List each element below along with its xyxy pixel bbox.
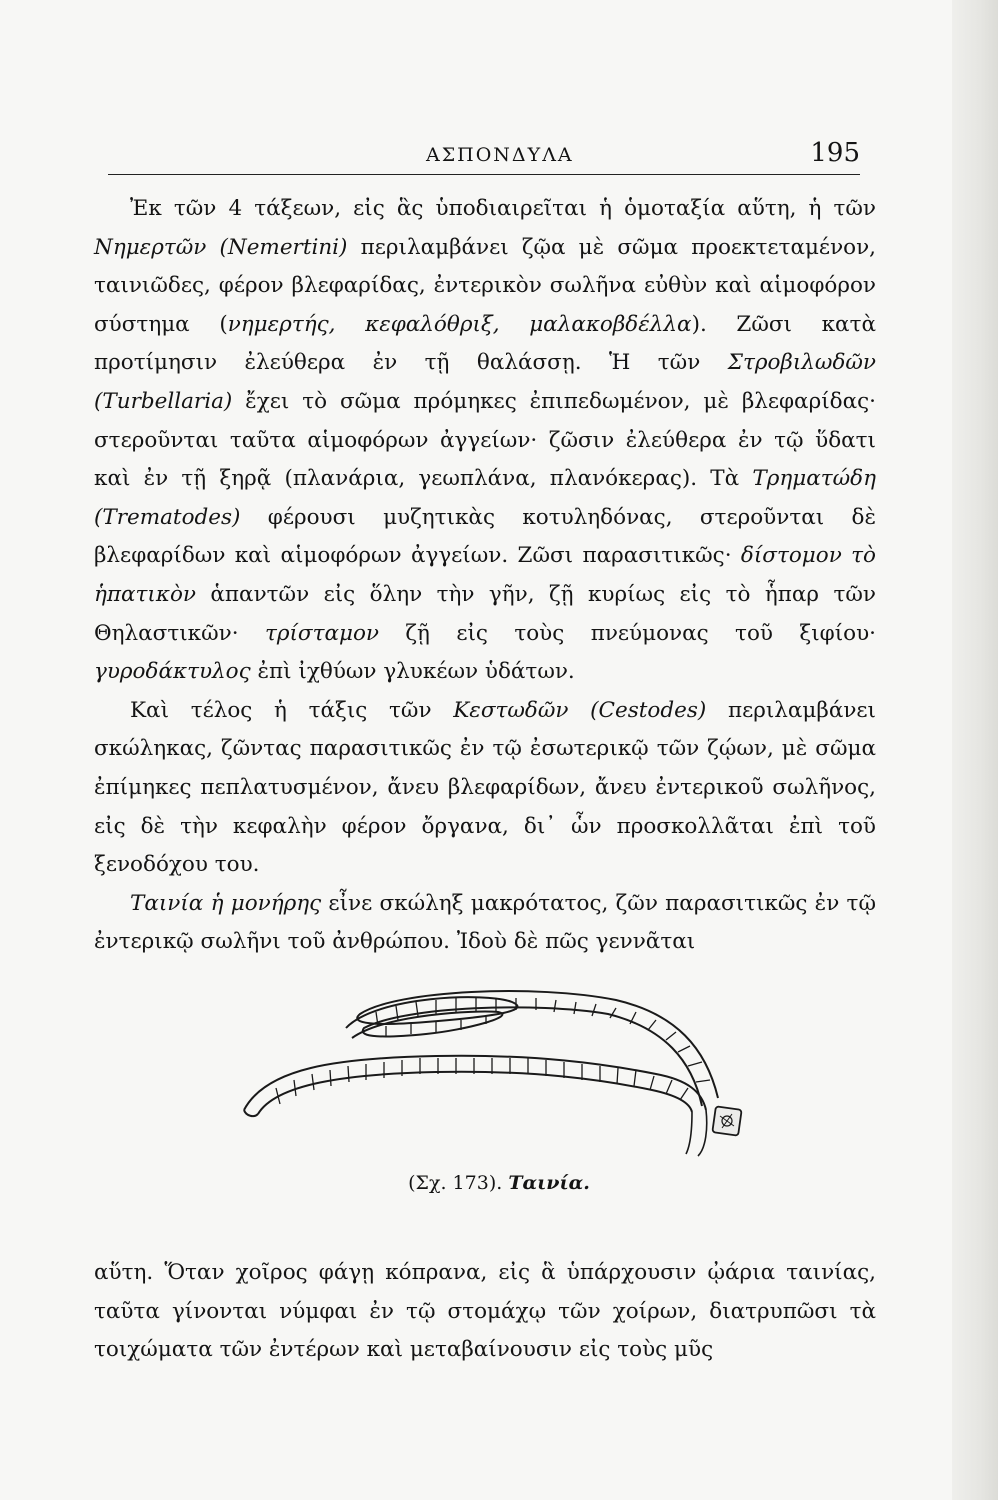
text-run: περιλαμβάνει ζῷα μὲ σῶμα προεκτεταμένον, ταινιῶδες, φέρον βλεφαρίδας, ἐντερικὸν σωλῆνα εὐθὺν καὶ αἱμοφόρον σύστημα (: [94, 234, 876, 337]
continuation-text: [94, 1254, 876, 1370]
italic-term: Τρηματώδη (Trematodes): [94, 466, 876, 530]
running-title: ΑΣΠΟΝΔΥΛΑ: [426, 144, 574, 166]
text-run: φέρουσι μυζητικὰς κοτυληδόνας, στεροῦνται δὲ βλεφαρίδων καὶ αἱμοφόρων ἀγγείων. Ζῶσι παρασιτικῶς·: [94, 504, 876, 569]
tapeworm-tail: [244, 1110, 258, 1116]
caption-number: (Σχ. 173).: [408, 1172, 503, 1194]
paragraph-cestodes: [94, 692, 876, 885]
main-text: [94, 190, 876, 962]
text-run: ζῇ εἰς τοὺς πνεύμονας τοῦ ξιφίου·: [378, 620, 876, 646]
caption-title: Ταινία.: [508, 1172, 590, 1194]
tapeworm-illustration: [236, 988, 756, 1168]
italic-term: δίστομον τὸ ἡπατικὸν: [94, 543, 876, 607]
italic-term: Στροβιλωδῶν (Turbellaria): [94, 350, 876, 414]
running-head: [108, 140, 860, 176]
text-run: ). Ζῶσι κατὰ προτίμησιν ἐλεύθερα ἐν τῇ θαλάσσῃ. Ἡ τῶν: [94, 311, 876, 376]
italic-term: Νημερτῶν (Nemertini): [94, 234, 348, 260]
italic-term: Κεστωδῶν (Cestodes): [453, 697, 707, 723]
figure-caption: [0, 1172, 998, 1194]
italic-term: νημερτής, κεφαλόθριξ, μαλακοβδέλλα: [227, 311, 692, 337]
paragraph-nemertini: [94, 190, 876, 692]
text-run: ἔχει τὸ σῶμα πρόμηκες ἐπιπεδωμένον, μὲ βλεφαρίδας· στεροῦνται ταῦτα αἱμοφόρων ἀγγείων· ζῶσιν ἐλεύθερα ἐν τῷ ὕδατι καὶ ἐν τῇ ξηρᾷ (πλανάρια, γεωπλάνα, πλανόκερας). Τὰ: [94, 388, 876, 492]
tapeworm-end: [686, 1110, 707, 1156]
italic-term: τρίσταμον: [264, 620, 379, 646]
page-number: 195: [810, 138, 860, 168]
text-run: ἐπὶ ἰχθύων γλυκέων ὑδάτων.: [250, 659, 575, 685]
italic-term: Ταινία ἡ μονήρης: [130, 890, 322, 916]
italic-term: γυροδάκτυλος: [94, 659, 251, 685]
header-rule: [108, 174, 860, 175]
tapeworm-figure: [236, 988, 756, 1168]
text-run: ἁπαντῶν εἰς ὅλην τὴν γῆν, ζῇ κυρίως εἰς τὸ ἧπαρ τῶν Θηλαστικῶν·: [94, 581, 876, 646]
text-run: Καὶ τέλος ἡ τάξις τῶν: [130, 697, 454, 723]
paragraph-taenia: [94, 885, 876, 962]
text-run: εἶνε σκώληξ μακρότατος, ζῶν παρασιτικῶς ἐν τῷ ἐντερικῷ σωλῆνι τοῦ ἀνθρώπου. Ἰδοὺ δὲ πῶς γεννᾶται: [94, 890, 876, 955]
continuation-paragraph: αὕτη. Ὅταν χοῖρος φάγῃ κόπρανα, εἰς ἃ ὑπάρχουσιν ᾠάρια ταινίας, ταῦτα γίνονται νύμφαι ἐν τῷ στομάχῳ τῶν χοίρων, διατρυπῶσι τὰ τοιχώματα τῶν ἐντέρων καὶ μεταβαίνουσιν εἰς τοὺς μῦς: [94, 1260, 876, 1363]
text-run: Ἐκ τῶν 4 τάξεων, εἰς ἃς ὑποδιαιρεῖται ἡ ὁμοταξία αὕτη, ἡ τῶν: [130, 196, 876, 221]
text-run: περιλαμβάνει σκώληκας, ζῶντας παρασιτικῶς ἐν τῷ ἐσωτερικῷ τῶν ζῴων, μὲ σῶμα ἐπίμηκες πεπλατυσμένον, ἄνευ βλεφαρίδων, ἄνευ ἐντερικοῦ σωλῆνος, εἰς δὲ τὴν κεφαλὴν φέρον ὄργανα, δι᾽ ὧν προσκολλᾶται ἐπὶ τοῦ ξενοδόχου του.: [94, 697, 876, 878]
tapeworm-body-lower-inner: [258, 1072, 692, 1114]
detached-segment: [712, 1106, 741, 1135]
